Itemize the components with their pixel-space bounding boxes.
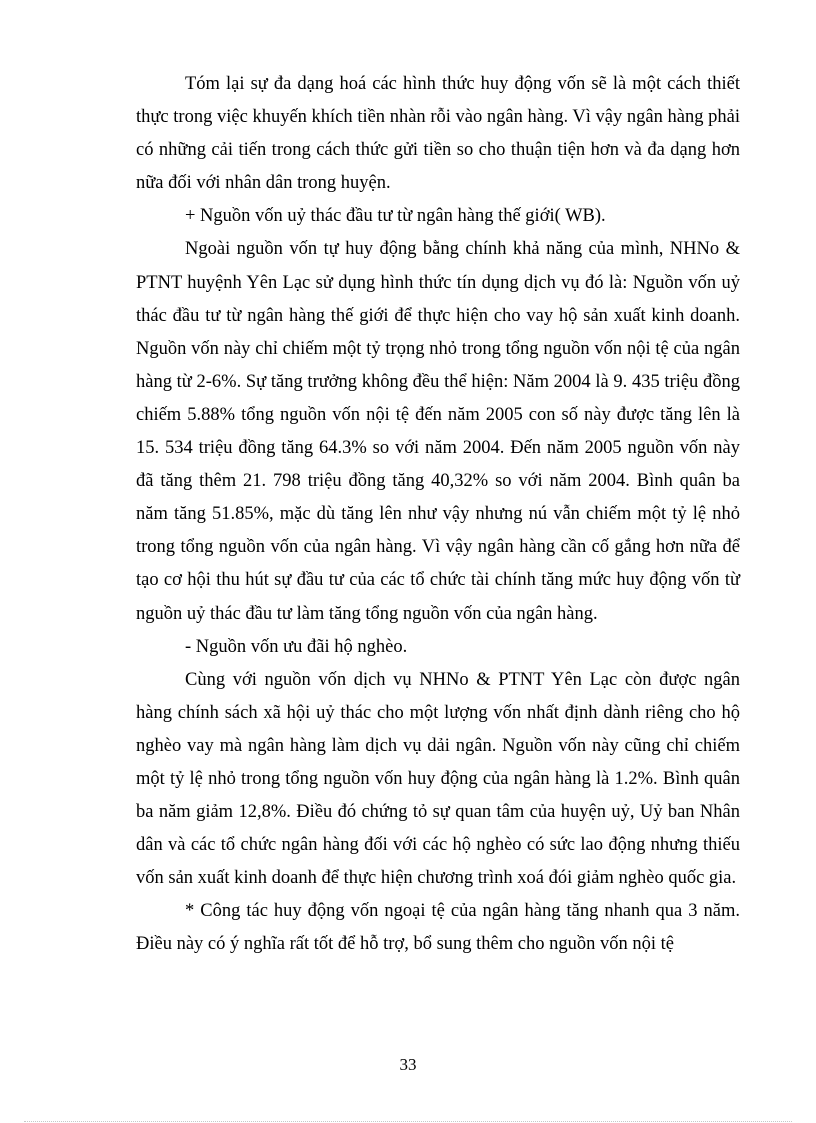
paragraph-summary: Tóm lại sự đa dạng hoá các hình thức huy động vốn sẽ là một cách thiết thực trong việc khuyến khích tiền nhàn rỗi vào ngân hàng. Vì vậy ngân hàng phải có những cải tiến trong cách thức gửi tiền so cho thuận tiện hơn và đa dạng hơn nữa đối với nhân dân trong huyện. (136, 74, 740, 194)
heading-poor-household-capital: - Nguồn vốn ưu đãi hộ nghèo. (185, 636, 408, 657)
page-number: 33 (399, 1055, 417, 1074)
page-edge-divider (24, 1121, 792, 1122)
paragraph-wb-trust-capital: Ngoài nguồn vốn tự huy động bằng chính khả năng của mình, NHNo & PTNT huyệnh Yên Lạc sử dụng hình thức tín dụng dịch vụ đó là: Nguồn vốn uỷ thác đầu tư từ ngân hàng thế giới để thực hiện cho vay hộ sản xuất kinh doanh. Nguồn vốn này chỉ chiếm một tỷ trọng nhỏ trong tổng nguồn vốn nội tệ của ngân hàng từ 2-6%. Sự tăng trưởng không đều thể hiện: Năm 2004 là 9. 435 triệu đồng chiếm 5.88% tổng nguồn vốn nội tệ đến năm 2005 con số này được tăng lên là 15. 534 triệu đồng tăng 64.3% so với năm 2004. Đến năm 2005 nguồn vốn này đã tăng thêm 21. 798 triệu đồng tăng 40,32% so với năm 2004. Bình quân ba năm tăng 51.85%, mặc dù tăng lên như vậy nhưng nú vẫn chiếm một tỷ lệ nhỏ trong tổng nguồn vốn của ngân hàng. Vì vậy ngân hàng cần cố gắng hơn nữa để tạo cơ hội thu hút sự đầu tư của các tổ chức tài chính tăng mức huy động vốn từ nguồn uỷ thác đầu tư làm tăng tổng nguồn vốn của ngân hàng. (136, 239, 740, 624)
paragraph-poor-household-capital: Cùng với nguồn vốn dịch vụ NHNo & PTNT Yên Lạc còn được ngân hàng chính sách xã hội uỷ thác cho một lượng vốn nhất định dành riêng cho hộ nghèo vay mà ngân hàng làm dịch vụ dải ngân. Nguồn vốn này cũng chỉ chiếm một tỷ lệ nhỏ trong tổng nguồn vốn huy động của ngân hàng là 1.2%. Bình quân ba năm giảm 12,8%. Điều đó chứng tỏ sự quan tâm của huyện uỷ, Uỷ ban Nhân dân và các tổ chức ngân hàng đối với các hộ nghèo có sức lao động nhưng thiếu vốn sản xuất kinh doanh để thực hiện chương trình xoá đói giảm nghèo quốc gia. (136, 669, 740, 889)
heading-wb-trust-capital: + Nguồn vốn uỷ thác đầu tư từ ngân hàng thế giới( WB). (185, 206, 606, 227)
document-body (136, 68, 740, 962)
paragraph-foreign-currency: * Công tác huy động vốn ngoại tệ của ngân hàng tăng nhanh qua 3 năm. Điều này có ý nghĩa rất tốt để hỗ trợ, bổ sung thêm cho nguồn vốn nội tệ (136, 901, 740, 955)
